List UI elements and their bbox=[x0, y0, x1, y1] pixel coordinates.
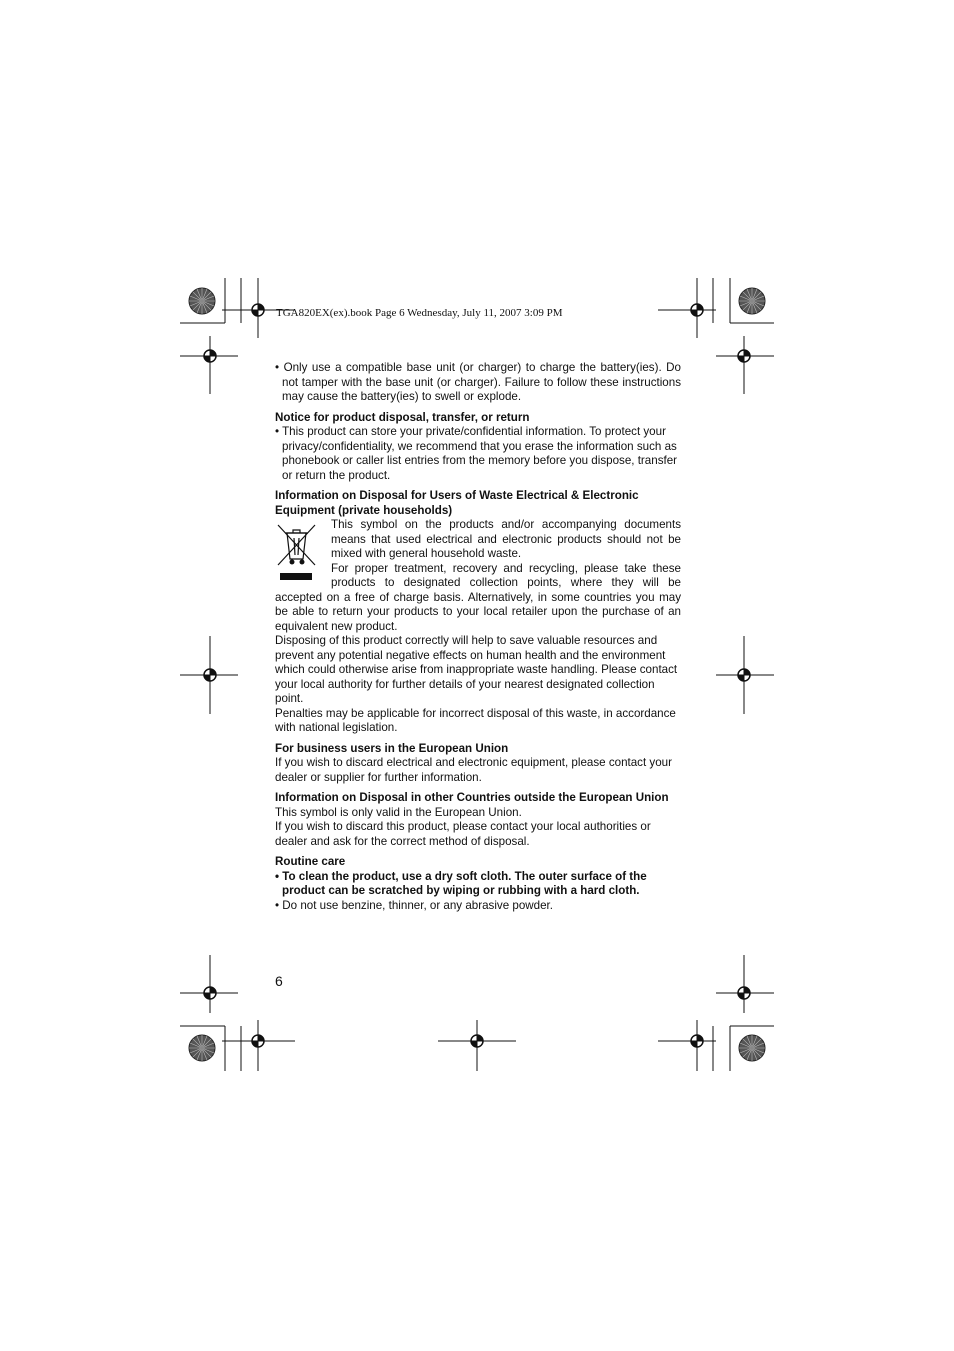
page-number: 6 bbox=[275, 973, 283, 989]
other-countries-paragraph-1: This symbol is only valid in the European Union. bbox=[275, 805, 522, 819]
routine-care-bullet-2: • Do not use benzine, thinner, or any abrasive powder. bbox=[275, 899, 681, 914]
battery-warning: • Only use a compatible base unit (or charger) to charge the battery(ies). Do not tamper with the base unit (or charger). Failure to follow these instructions may cause the battery(ies) to swell or explode. bbox=[275, 361, 681, 405]
page-content bbox=[275, 361, 681, 913]
weee-paragraph-2: For proper treatment, recovery and recycling, please take these products to designated collection points, where they will be accepted on a free of charge basis. Alternatively, in some countries you may be able to return your products to your local retailer upon the purchase of an equivalent new product. bbox=[275, 561, 681, 633]
other-countries-paragraph-2: If you wish to discard this product, please contact your local authorities or dealer and ask for the correct method of disposal. bbox=[275, 820, 651, 848]
other-countries-heading: Information on Disposal in other Countries outside the European Union bbox=[275, 791, 669, 804]
crossed-bin-icon bbox=[275, 521, 325, 583]
notice-heading: Notice for product disposal, transfer, or return bbox=[275, 410, 530, 424]
weee-paragraph-1: This symbol on the products and/or accompanying documents means that used electrical and electronic products should not be mixed with general household waste. bbox=[331, 518, 681, 560]
weee-paragraph-3: Disposing of this product correctly will help to save valuable resources and prevent any potential negative effects on human health and the environment which could otherwise arise from inappropriate waste handling. Please contact your local authority for further details of your nearest designated collection point. bbox=[275, 634, 678, 705]
routine-care-heading: Routine care bbox=[275, 855, 346, 868]
business-heading: For business users in the European Union bbox=[275, 741, 509, 755]
weee-heading: Information on Disposal for Users of Waste Electrical & Electronic Equipment (private households) bbox=[275, 489, 639, 517]
book-header: TGA820EX(ex).book Page 6 Wednesday, July 11, 2007 3:09 PM bbox=[276, 307, 563, 319]
notice-bullet: • This product can store your private/confidential information. To protect your privacy/confidentiality, we recommend that you erase the information such as phonebook or caller list entries from the memory before you dispose, transfer or return the product. bbox=[275, 425, 681, 483]
business-paragraph: If you wish to discard electrical and electronic equipment, please contact your dealer or supplier for further information. bbox=[275, 756, 672, 784]
weee-paragraph-4: Penalties may be applicable for incorrect disposal of this waste, in accordance with national legislation. bbox=[275, 706, 676, 734]
routine-care-bullet-1: • To clean the product, use a dry soft cloth. The outer surface of the product can be scratched by wiping or rubbing with a hard cloth. bbox=[275, 870, 681, 899]
